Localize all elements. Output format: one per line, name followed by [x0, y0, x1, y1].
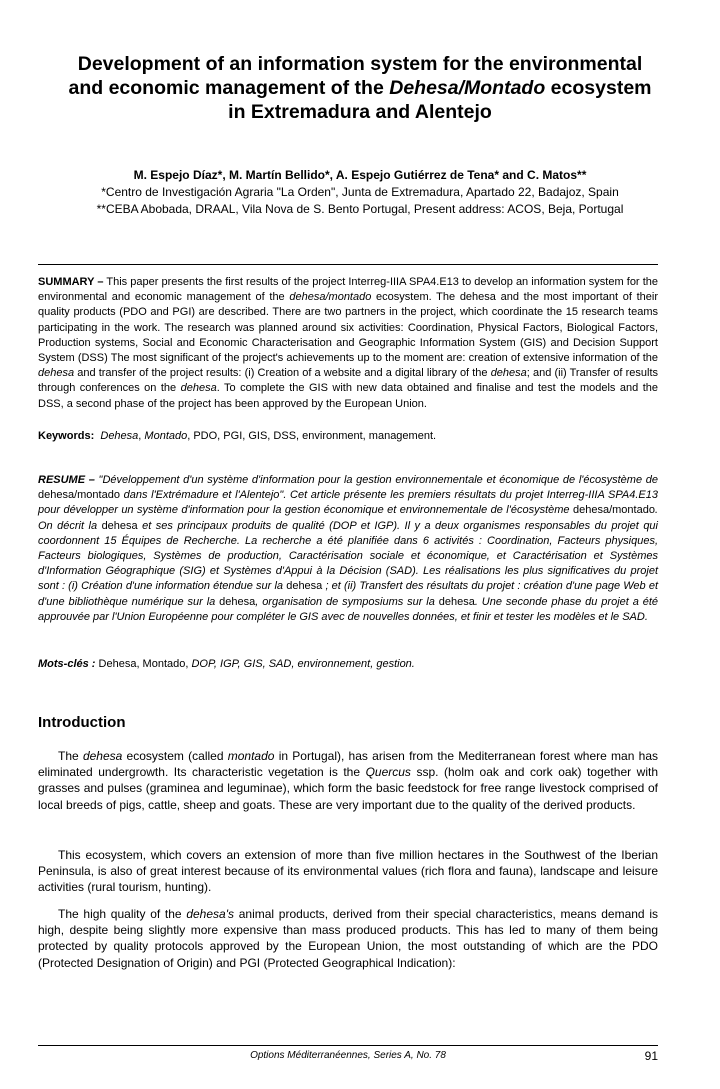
intro-paragraph-3: The high quality of the dehesa's animal products, derived from their special characteristics, means demand is high, despite being slightly more expensive than mass produced products. This has led to many of them being protected by quality protocols approved by the European Union, the most outstanding of which are the PDO (Protected Designation of Origin) and PGI (Protected Geographical Indication): — [38, 907, 658, 970]
page-number: 91 — [644, 1049, 658, 1063]
title-line-1: Development of an information system for the environmental — [77, 53, 643, 75]
title-line-2: and economic management of the Dehesa/Montado ecosystem — [68, 77, 652, 99]
journal-name: Options Méditerranéennes, Series A, No. 78 — [250, 1050, 446, 1061]
summary-abstract: SUMMARY – This paper presents the first results of the project Interreg-IIIA SPA4.E13 to develop an information system for the environmental and economic management of the dehesa/montado ecosystem. The dehesa and the most important of their quality products (PDO and PGI) are described. There are two partners in the project, which coordinate the 15 research teams participating in the work. The research was planned around six activities: Coordination, Physical Factors, Biological Factors, Production systems, Social and Economic Characterisation and Geographic Information System (GIS) and Decision Support System (DSS) The most significant of the project's achievements up to the moment are: creation of extensive information of the dehesa and transfer of the project results: (i) Creation of a website and a digital library of the dehesa; and (ii) Transfer of results through conferences on the dehesa. To complete the GIS with new data obtained and finalise and test the models and the DSS, a second phase of the project has been approved by the European Union. — [38, 276, 659, 410]
affiliation-1: *Centro de Investigación Agraria "La Orden", Junta de Extremadura, Apartado 22, Badajoz, Spain — [101, 185, 619, 199]
section-heading-introduction: Introduction — [38, 714, 126, 731]
resume-abstract: RESUME – "Développement d'un système d'information pour la gestion environnementale et économique de l'écosystème de dehesa/montado dans l'Extrémadure et l'Alentejo". Cet article présente les premiers résultats du projet Interreg-IIIA SPA4.E13 pour développer un système d'information pour la gestion économique et environnementale de l'écosystème dehesa/montado. On décrit la dehesa et ses principaux produits de qualité (DOP et IGP). Il y a deux organismes responsables du projet qui coordonnent 15 Équipes de Recherche. La recherche a été planifiée dans 6 activités : Coordination, Facteurs physiques, Facteurs biologiques, Systèmes de production, Caractérisation sociale et économique, et Caractérisation et Systèmes d'Information Géographique (SIG) et Systèmes d'Appui à la Décision (SAD). Les réalisations les plus significatives du projet sont : (i) Création d'une information étendue sur la dehesa ; et (ii) Transfert des résultats du projet : création d'une page Web et d'une bibliothèque numérique sur la dehesa, organisation de symposiums sur la dehesa. Une seconde phase du projet a été approuvée par l'Union Européenne pour compléter le GIS avec de nouvelles données, et finir et tester les modèles et le SAD. — [38, 474, 659, 623]
title-line-3: in Extremadura and Alentejo — [228, 101, 492, 123]
resume-label: RESUME – — [38, 474, 95, 486]
header-divider — [38, 264, 658, 265]
keywords-label: Keywords: — [38, 430, 95, 442]
summary-label: SUMMARY – — [38, 276, 104, 288]
affiliation-2: **CEBA Abobada, DRAAL, Vila Nova de S. Bento Portugal, Present address: ACOS, Beja, Portugal — [96, 202, 624, 216]
footer-divider — [38, 1045, 658, 1046]
keywords-line: Keywords: Dehesa, Montado, PDO, PGI, GIS, DSS, environment, management. — [38, 430, 437, 442]
intro-paragraph-1: The dehesa ecosystem (called montado in Portugal), has arisen from the Mediterranean forest where man has eliminated undergrowth. Its characteristic vegetation is the Quercus ssp. (holm oak and cork oak) together with grasses and pulses (graminea and leguminae), which form the basic feedstock for free range livestock comprised of local breeds of pigs, cattle, sheep and goats. These are very important due to the quality of the derived products. — [38, 749, 658, 812]
intro-paragraph-2: This ecosystem, which covers an extension of more than five million hectares in the Southwest of the Iberian Peninsula, is also of great interest because of its environmental values (rich flora and fauna), landscape and leisure activities (rural tourism, hunting). — [38, 848, 658, 895]
mots-cles-label: Mots-clés : — [38, 658, 96, 670]
mots-cles-line: Mots-clés : Dehesa, Montado, DOP, IGP, GIS, SAD, environnement, gestion. — [38, 658, 415, 670]
author-list: M. Espejo Díaz*, M. Martín Bellido*, A. Espejo Gutiérrez de Tena* and C. Matos** — [133, 168, 587, 182]
paper-title — [30, 52, 690, 124]
